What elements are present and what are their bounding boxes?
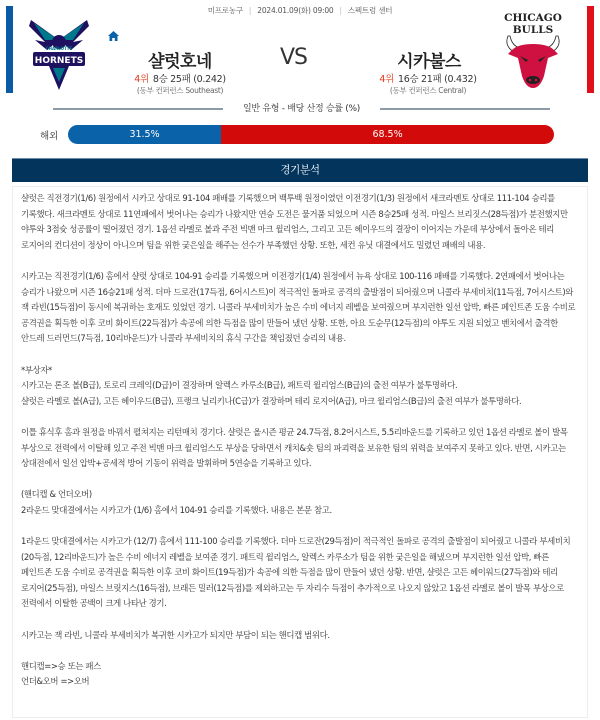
svg-text:CHARLOTTE: CHARLOTTE <box>45 46 73 51</box>
away-win-loss: 16승 21패 (0.432) <box>397 74 477 85</box>
home-win-loss: 8승 25패 (0.242) <box>152 74 226 85</box>
odds-title-row <box>53 101 550 115</box>
vs-label: VS <box>280 45 308 70</box>
venue-label: 스펙트럼 센터 <box>347 6 393 15</box>
pick-over-under: 언더&오버 =>오버 <box>21 676 90 687</box>
home-team-name: 샬럿호네 <box>148 52 212 72</box>
home-icon[interactable] <box>108 31 119 41</box>
away-color-bar <box>587 6 594 93</box>
home-record <box>100 71 260 85</box>
home-color-bar <box>6 6 13 93</box>
home-recent-paragraph: 샬럿은 직전경기(1/6) 원정에서 시카고 상대로 91-104 패배를 기록했으며 백투백 원정이였던 이전경기(1/3) 원정에서 새크라멘토 상대로 111-104 승리를 기록했다. 새크라멘토 상대로 11연패에서 벗어나는 승리가 나왔지만 연승 도전은 물거품 되었으며 시즌 8승25패 성적. 마일스 브리짓스(28득점)가 분전했지만 야투와 3점슛 성공률이 떨어졌던 경기. 1옵션 라멜로 볼과 주전 빅맨 마크 윌리엄스, 그리고 고든 헤이우드의 결장이 이어지는 가운데 부상에서 돌아온 테리 로지어의 컨디션이 정상이 아니으며 팀을 위한 궂은일을 해주는 선수가 부족했던 상황. 또한, 세컨 유닛 대결에서도 밀렸던 패배의 내용. <box>21 193 568 250</box>
round1-paragraph: 1라운드 맞대결에서는 시카고가 (12/7) 홈에서 111-100 승리를 기록했다. 더마 드로잔(29득점)이 적극적인 돌파로 공격의 출발점이 되어줬고 니콜라 부세비치(20득점, 12리바운드)가 높은 수비 에너지 레벨을 보여준 경기. 패트릭 윌리엄스, 알렉스 카루소가 팀을 위한 궂은일을 해냈으며 부지런한 일선 압박, 빠른 페인트존 도움 수비로 공격권을 획득한 이후 코비 화이트(19득점)가 속공에 의한 득점을 많이 만들어 냈던 상황. 반면, 샬럿은 고든 헤이워드(27득점)와 테리 로지어(25득점), 마일스 브릿지스(16득점), 브래든 밀러(12득점)를 제외하고는 두 자리수 득점이 추가적으로 나오지 않았고 1옵션 라멜로 볼이 발목 부상으로 전력에서 이탈한 공백이 크게 나타난 경기. <box>21 536 571 609</box>
away-record <box>348 71 508 85</box>
match-header <box>0 0 600 100</box>
odds-label: 해외 <box>40 131 59 142</box>
round2-summary: 2라운드 맞대결에서는 시카고가 (1/6) 홈에서 104-91 승리를 기록했다. 내용은 본문 참고. <box>21 504 332 515</box>
svg-text:HORNETS: HORNETS <box>34 56 84 66</box>
match-meta: 미프로농구 | 2024.01.09(화) 09:00 | 스펙트럼 센터 <box>207 6 393 15</box>
preview-paragraph: 이틀 휴식후 홈과 원정을 바꿔서 펼쳐지는 리턴매치 경기다. 샬럿은 올시즌 평균 24.7득점, 8.2어시스트, 5.5리바운드를 기록하고 있던 1옵션 라멜로 볼이 발목 부상으로 전력에서 이탈해 있고 주전 빅맨 마크 윌리엄스도 부상을 당하면서 캐치&숏 팀의 파괴력을 보유한 팀의 위력을 보여주지 못하고 있다. 반면, 시카고는 상대전에서 일선 압박+공세적 방어 기동이 위력을 발휘하며 5연승을 기록하고 있다. <box>21 426 568 469</box>
conclusion-paragraph: 시카고는 잭 라빈, 니콜라 부세비치가 복귀한 시카고가 되지만 부담이 되는 핸디캡 범위다. <box>21 629 330 640</box>
away-recent-paragraph: 시카고는 직전경기(1/6) 홈에서 샬럿 상대로 104-91 승리를 기록했으며 이전경기(1/4) 원정에서 뉴욕 상대로 100-116 패배를 기록했다. 2연패에서 벗어나는 승리가 나왔으며 시즌 16승21패 성적. 더마 드로잔(17득점, 6어시스트)이 적극적인 돌파로 공격의 출발점이 되어줬으며 니콜라 부세비치(11득점, 7어시스트)와 잭 라빈(15득점)이 동시에 복귀하는 호재도 있었던 경기. 니콜라 부세비치가 높은 수비 에너지 레벨을 보여줬으며 부지런한 일선 압박, 빠른 페인트존 도움 수비로 공격권을 획득한 이후 코비 화이트(22득점)가 속공에 의한 득점을 많이 만들어 냈던 상황. 또한, 아요 도순무(12득점)의 야투도 지원 되었고 벤치에서 출격한 안드레 드러먼드(7득점, 10리바운드)가 니콜라 부세비치의 휴식 구간을 책임졌던 승리의 내용. <box>21 270 576 344</box>
home-conference: (동부 컨퍼런스 Southeast) <box>136 86 224 95</box>
away-rank: 4위 <box>379 74 394 85</box>
pick-handicap: 핸디캡=>승 또는 패스 <box>21 660 101 671</box>
league-label: 미프로농구 <box>207 6 243 15</box>
injury-home: 샬럿은 라멜로 볼(A급), 고든 헤이우드(B급), 프랭크 닐리키나(C급)가 결장하며 테리 로지어(A급), 마크 윌리엄스(B급)의 출전 여부가 불투명하다. <box>21 395 522 406</box>
odds-title: 일반 유형 - 배당 산정 승률 (%) <box>243 104 360 114</box>
away-odds-segment: 68.5% <box>221 125 554 144</box>
away-team-name: 시카불스 <box>397 52 461 72</box>
analysis-header: 경기분석 <box>12 158 588 182</box>
divider <box>380 108 550 110</box>
away-conference: (동부 컨퍼런스 Central) <box>389 86 467 95</box>
home-odds-segment: 31.5% <box>68 125 221 144</box>
injury-title: *부상자* <box>21 364 52 375</box>
odds-row <box>0 125 600 145</box>
home-rank: 4위 <box>134 74 149 85</box>
handicap-title: (핸디캡 & 언더오버) <box>21 489 92 500</box>
match-datetime: 2024.01.09(화) 09:00 <box>257 6 334 15</box>
bulls-logo <box>498 10 568 90</box>
svg-text:BULLS: BULLS <box>512 24 554 36</box>
hornets-logo <box>25 12 93 92</box>
odds-bar <box>68 125 554 144</box>
svg-text:CHICAGO: CHICAGO <box>504 12 562 24</box>
injury-away: 시카고는 론조 볼(B급), 토로리 크레익(D급)이 결장하며 알렉스 카루소(B급), 패트릭 윌리엄스(B급)의 출전 여부가 불투명하다. <box>21 380 458 391</box>
analysis-body <box>12 186 588 718</box>
